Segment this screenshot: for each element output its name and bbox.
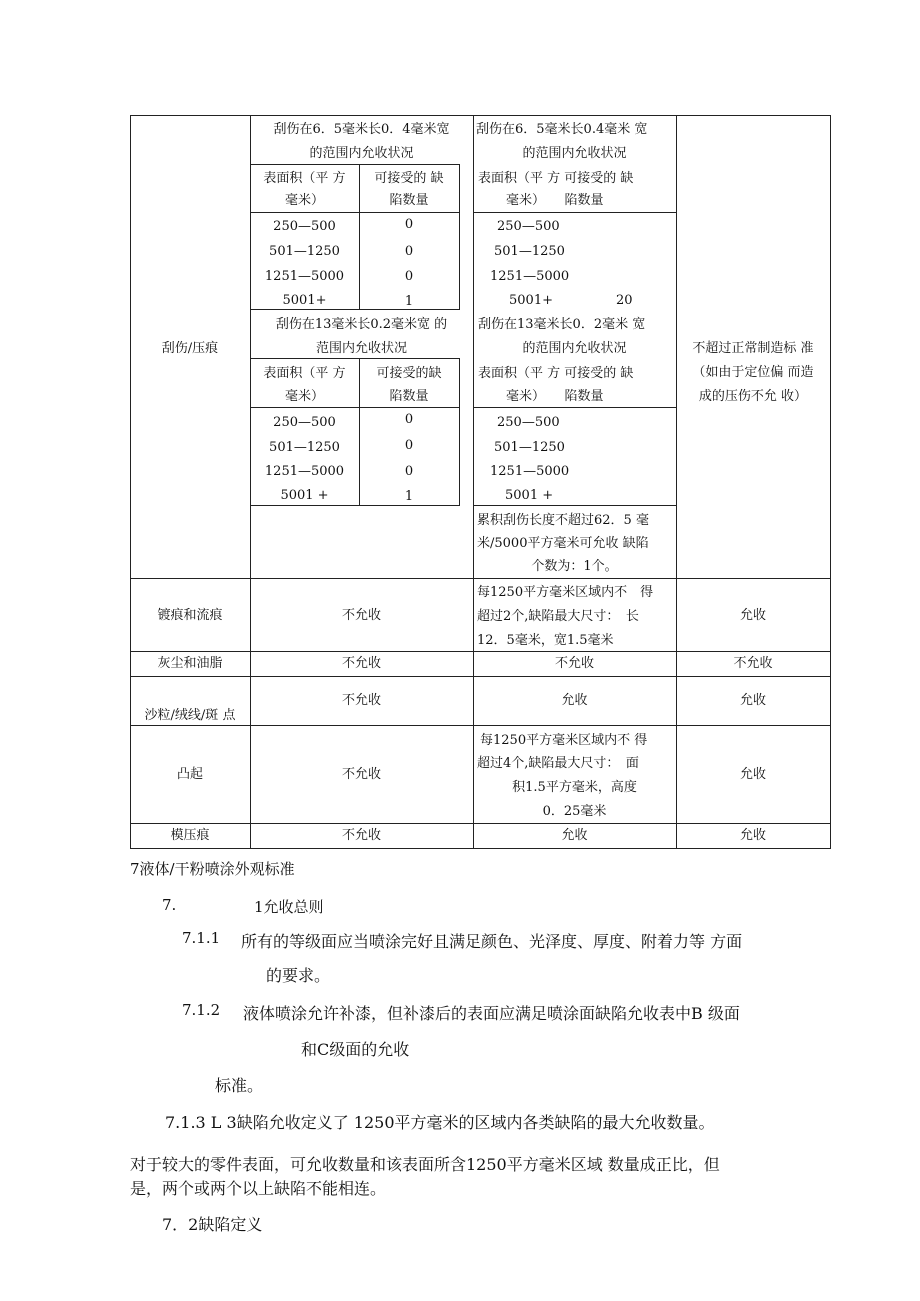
clause-7-1-2-text: 标准。 <box>215 1076 264 1095</box>
section-number-7-1: 7. <box>162 896 177 914</box>
col-divider <box>676 115 677 849</box>
table-cell: 0 <box>404 217 414 232</box>
table-cell: 允收 <box>739 767 766 782</box>
scratch-c-s1-header: 毫米） 陷数量 <box>506 193 604 208</box>
scratch-b-s1-header-qty: 可接受的 缺 <box>374 171 444 186</box>
col-divider <box>473 115 474 849</box>
scratch-c-cumulative: 米/5000平方毫米可允收 缺陷 <box>477 536 649 551</box>
table-cell: 501—1250 <box>269 244 340 259</box>
table-cell: 不允收 <box>554 656 594 671</box>
table-cell: 5001+ <box>509 293 553 308</box>
subtable-line <box>459 164 460 310</box>
table-cell: 5001 + <box>280 488 329 503</box>
table-cell: 1 <box>404 294 414 309</box>
table-cell: 5001 + <box>505 488 554 503</box>
scratch-c-s2-title: 刮伤在13毫米长0．2毫米 宽 <box>478 317 646 332</box>
table-cell: 1 <box>404 489 414 504</box>
row-label-plating-marks: 镀痕和流痕 <box>157 608 223 623</box>
table-cell: 每1250平方毫米区域内不 得 <box>477 585 654 600</box>
scratch-c-s1-title: 刮伤在6．5毫米长0.4毫米 宽 <box>476 122 648 137</box>
table-cell: 允收 <box>561 693 588 708</box>
scratch-d-note: （如由于定位偏 而造 <box>692 365 814 380</box>
table-cell: 250—500 <box>273 219 336 234</box>
scratch-c-s1-header: 表面积（平 方 可接受的 缺 <box>478 171 634 186</box>
subtable-line <box>459 358 460 506</box>
scratch-b-s1-header-qty: 陷数量 <box>389 193 429 208</box>
scratch-d-note: 成的压伤不允 收） <box>698 389 808 404</box>
table-cell: 250—500 <box>273 415 336 430</box>
table-cell: 不允收 <box>341 693 381 708</box>
table-border-top <box>130 115 830 116</box>
table-cell: 0．25毫米 <box>542 804 607 819</box>
scratch-b-s2-title: 刮伤在13毫米长0.2毫米宽 的 <box>275 317 448 332</box>
table-cell: 积1.5平方毫米，高度 <box>512 780 637 795</box>
scratch-c-cumulative: 个数为：1个。 <box>531 559 618 574</box>
table-cell: 超过4个,缺陷最大尺寸： 面 <box>477 756 639 771</box>
table-cell: 1251—5000 <box>264 464 345 479</box>
row-label-scratch: 刮伤/压痕 <box>161 341 219 356</box>
scratch-c-s2-header: 毫米） 陷数量 <box>506 389 604 404</box>
table-cell: 允收 <box>739 608 766 623</box>
section-heading-7-2: 7．2缺陷定义 <box>162 1215 263 1234</box>
subtable-line <box>473 505 676 506</box>
row-label-dust-grease: 灰尘和油脂 <box>157 656 223 671</box>
table-cell: 1251—5000 <box>264 269 345 284</box>
row-label-sand-lint-spots: 沙粒/绒线/斑 点 <box>144 708 236 723</box>
section-heading-7-1: 1允收总则 <box>254 898 324 916</box>
section-heading-7: 7液体/干粉喷涂外观标准 <box>130 860 295 878</box>
row-label-mold-marks: 模压痕 <box>170 828 210 843</box>
table-cell: 允收 <box>739 693 766 708</box>
scratch-c-s1-title: 的范围内允收状况 <box>522 146 627 161</box>
table-cell: 不允收 <box>341 767 381 782</box>
scratch-b-s2-header-qty: 陷数量 <box>389 389 429 404</box>
clause-7-1-2-text: 和C级面的允收 <box>301 1040 410 1059</box>
table-cell: 允收 <box>561 828 588 843</box>
table-cell: 501—1250 <box>494 244 565 259</box>
table-cell: 0 <box>404 412 414 427</box>
table-cell: 501—1250 <box>494 440 565 455</box>
clause-7-1-3-text: 7.1.3 L 3缺陷允收定义了 1250平方毫米的区域内各类缺陷的最大允收数量。 <box>165 1113 715 1132</box>
clause-number-7-1-1: 7.1.1 <box>182 929 221 947</box>
scratch-b-s2-title: 范围内允收状况 <box>315 341 407 356</box>
scratch-b-s2-header-area: 表面积（平 方 <box>263 366 346 381</box>
table-cell: 0 <box>404 464 414 479</box>
table-cell: 允收 <box>739 828 766 843</box>
table-cell: 不允收 <box>341 608 381 623</box>
table-cell: 0 <box>404 269 414 284</box>
table-cell: 250—500 <box>497 415 560 430</box>
scratch-b-s1-title: 刮伤在6．5毫米长0．4毫米宽 <box>273 122 450 137</box>
table-cell: 不允收 <box>733 656 773 671</box>
table-cell: 超过2个,缺陷最大尺寸： 长 <box>477 609 639 624</box>
table-cell: 0 <box>404 438 414 453</box>
table-cell: 不允收 <box>341 656 381 671</box>
clause-number-7-1-2: 7.1.2 <box>182 1001 221 1019</box>
table-cell: 20 <box>616 293 633 308</box>
scratch-c-s2-title: 的范围内允收状况 <box>522 341 627 356</box>
scratch-b-s2-header-area: 毫米） <box>284 389 324 404</box>
table-cell: 250—500 <box>497 219 560 234</box>
table-cell: 不允收 <box>341 828 381 843</box>
scratch-c-s2-header: 表面积（平 方 可接受的 缺 <box>478 366 634 381</box>
table-border-right <box>830 115 831 849</box>
scratch-b-s1-header-area: 毫米） <box>284 193 324 208</box>
row-label-bumps: 凸起 <box>176 767 203 782</box>
table-cell: 12．5毫米，宽1.5毫米 <box>477 633 614 648</box>
clause-7-1-1-text: 的要求。 <box>266 966 331 985</box>
scratch-d-note: 不超过正常制造标 准 <box>692 341 814 356</box>
scratch-b-s2-header-qty: 可接受的缺 <box>376 366 442 381</box>
clause-7-1-2-text: 液体喷涂允许补漆，但补漆后的表面应满足喷涂面缺陷允收表中B 级面 <box>243 1004 740 1023</box>
scratch-c-cumulative: 累积刮伤长度不超过62．5 毫 <box>477 513 649 528</box>
table-cell: 每1250平方毫米区域内不 得 <box>480 733 648 748</box>
table-cell: 0 <box>404 244 414 259</box>
table-border-bottom <box>130 848 830 849</box>
table-cell: 5001+ <box>282 293 327 308</box>
table-cell: 1251—5000 <box>490 269 570 284</box>
scratch-b-s1-title: 的范围内允收状况 <box>309 146 414 161</box>
scratch-b-s1-header-area: 表面积（平 方 <box>263 171 346 186</box>
row-divider <box>130 676 830 677</box>
table-cell: 1251—5000 <box>490 464 570 479</box>
clause-7-1-1-text: 所有的等级面应当喷涂完好且满足颜色、光泽度、厚度、附着力等 方面 <box>241 932 743 951</box>
clause-7-1-3-text: 是，两个或两个以上缺陷不能相连。 <box>130 1179 387 1198</box>
clause-7-1-3-text: 对于较大的零件表面，可允收数量和该表面所含1250平方毫米区域 数量成正比，但 <box>130 1155 720 1174</box>
col-divider <box>130 115 131 849</box>
table-cell: 501—1250 <box>269 440 340 455</box>
